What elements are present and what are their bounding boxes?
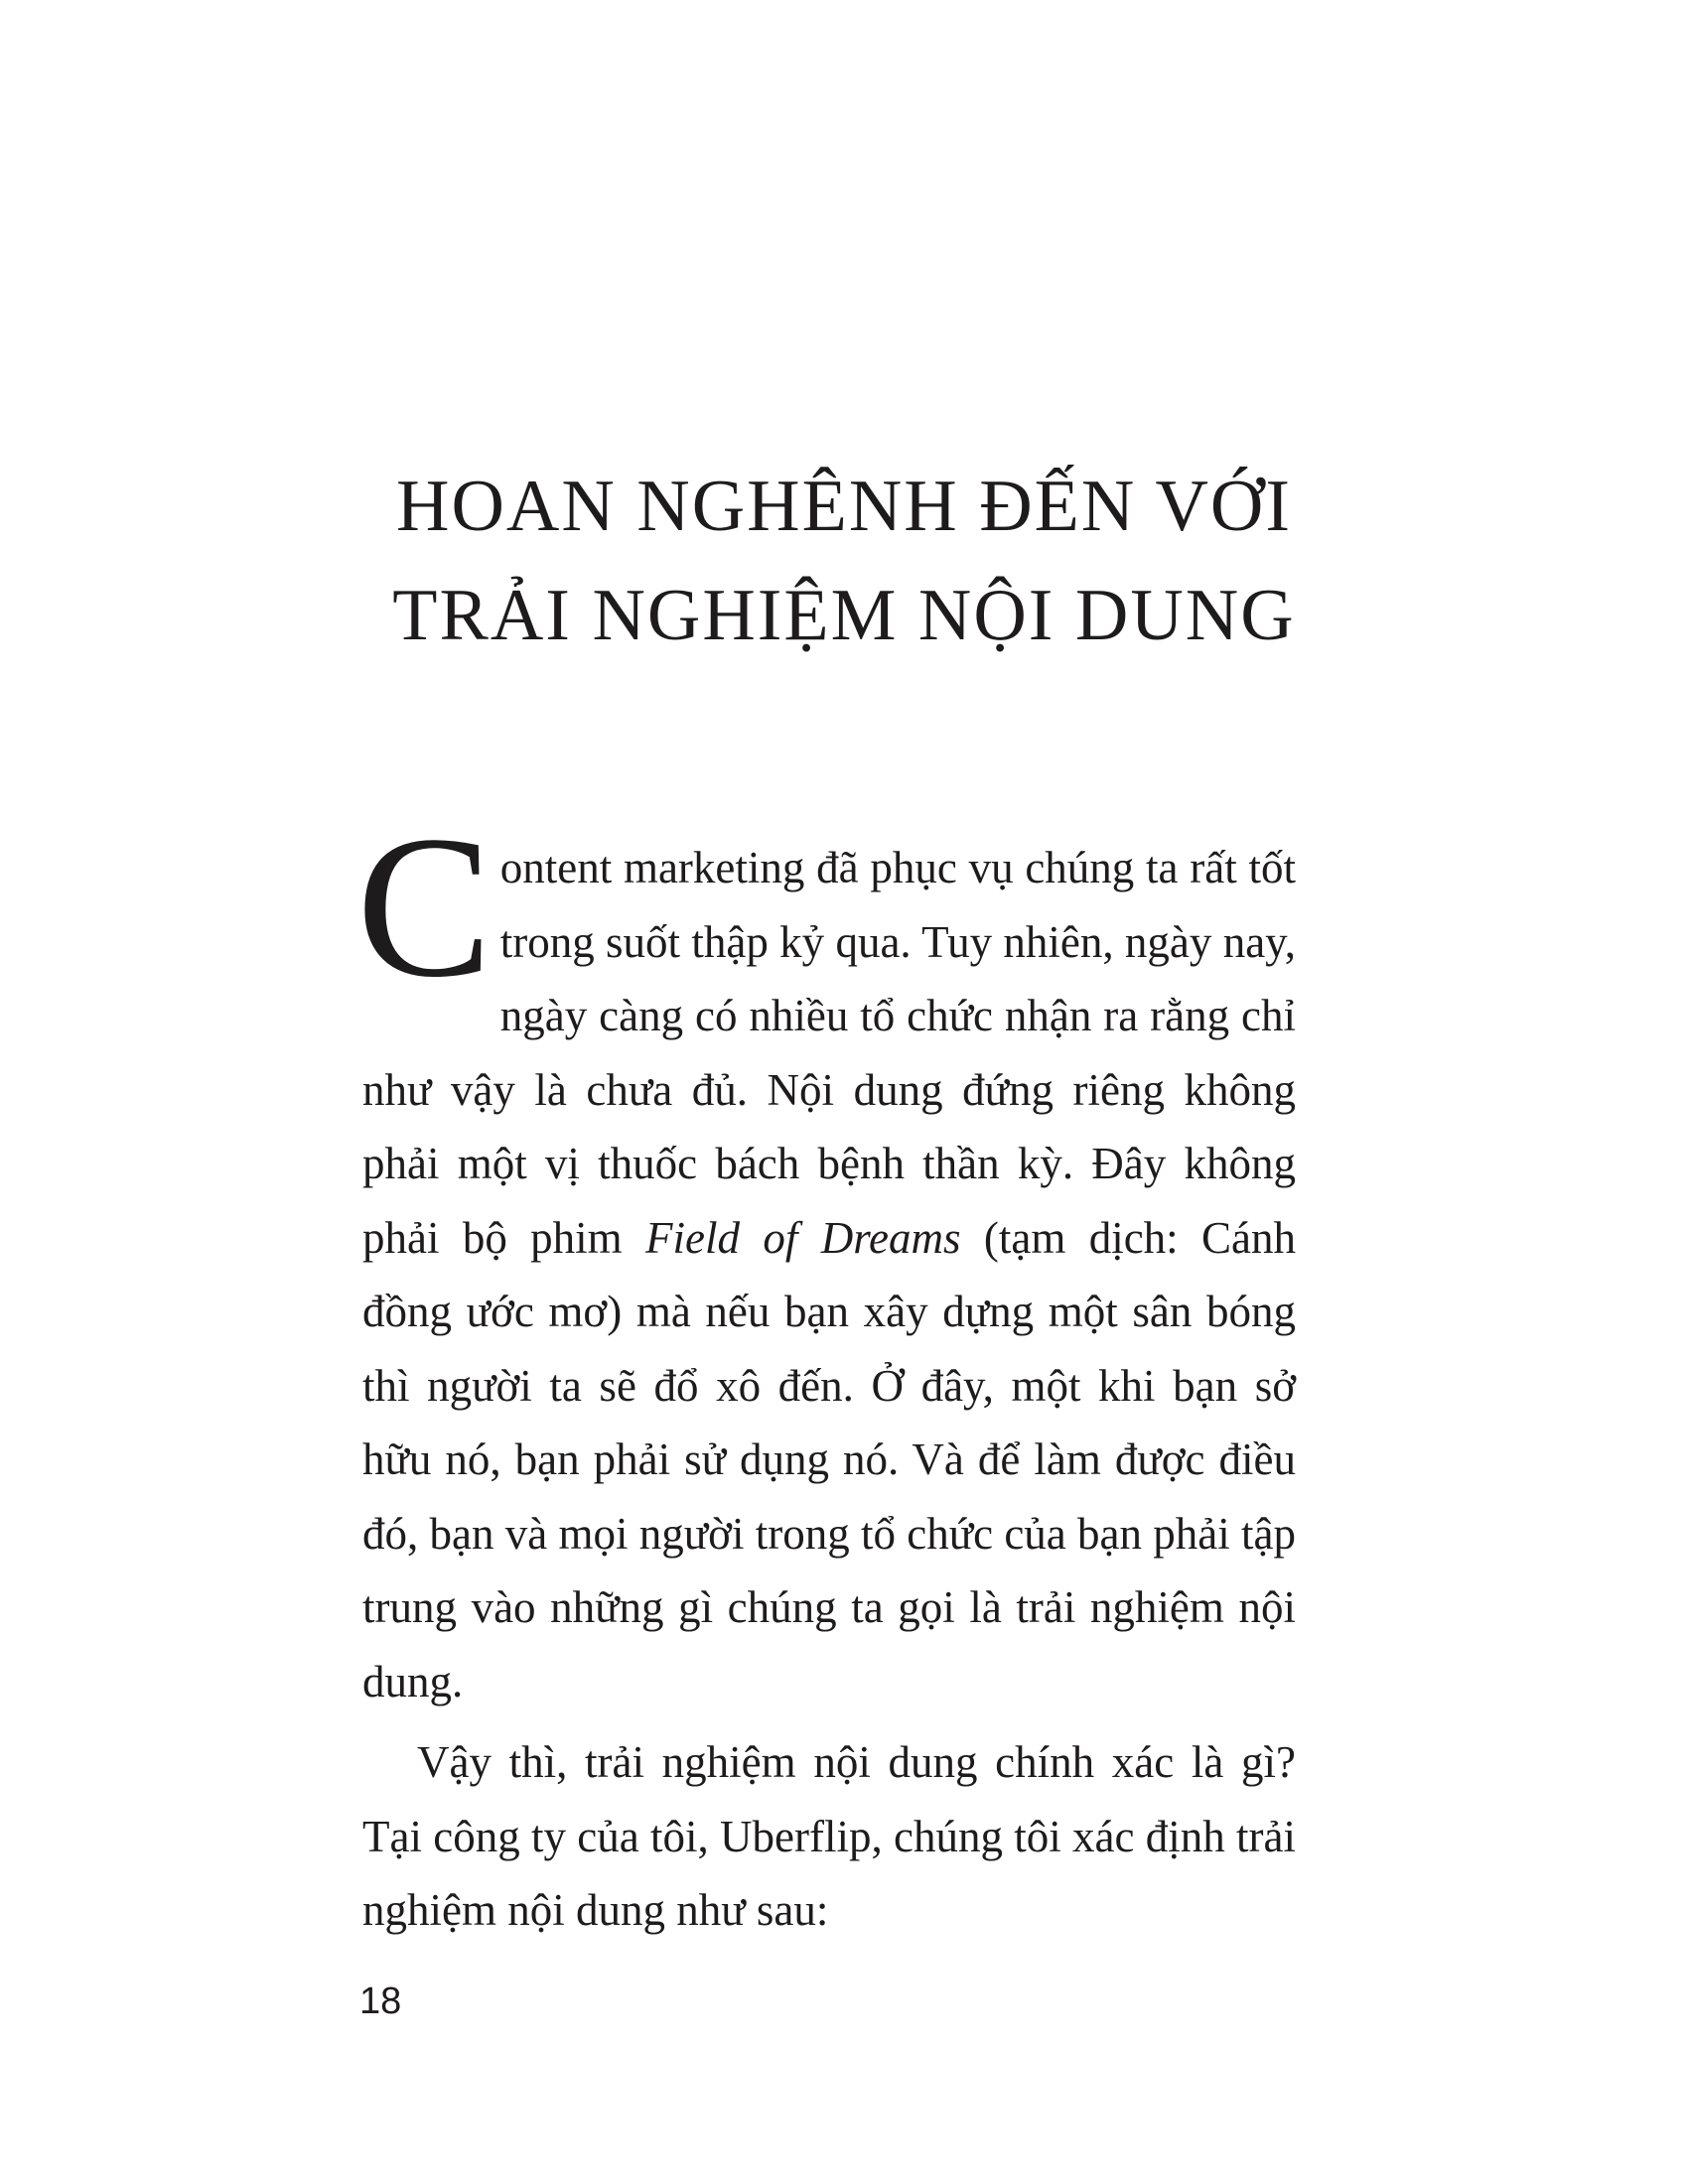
chapter-title — [298, 452, 1390, 670]
chapter-title-line-2: TRẢI NGHIỆM NỘI DUNG — [392, 575, 1296, 656]
page-number: 18 — [359, 1980, 402, 2022]
paragraph-2 — [362, 1725, 1296, 1948]
paragraph-2-text: Vậy thì, trải nghiệm nội dung chính xác là gì? Tại công ty của tôi, Uberflip, chúng tôi xác định trải nghiệm nội dung như sau: — [362, 1737, 1296, 1935]
chapter-title-line-1: HOAN NGHÊNH ĐẾN VỚI — [396, 466, 1292, 547]
paragraph-1 — [356, 794, 1297, 1718]
film-title: Field of Dreams — [645, 1212, 961, 1263]
paragraph-1-text-end: (tạm dịch: Cánh đồng ước mơ) mà nếu bạn xây dựng một sân bóng thì người ta sẽ đổ xô đến. Ở đây, một khi bạn sở hữu nó, bạn phải sử dụng nó. Và để làm được điều đó, bạn và mọi người trong tổ chức của bạn phải tập trung vào những gì chúng ta gọi là trải nghiệm nội dung. — [362, 1212, 1297, 1706]
drop-cap: C — [356, 794, 492, 1020]
paragraph-1-text-start: ontent marketing đã phục vụ chúng ta rất tốt trong suốt thập kỷ qua. Tuy nhiên, ngày nay, ngày càng có nhiều tổ chức nhận ra rằng chỉ như vậy là chưa đủ. Nội dung đứng riêng không phải một vị thuốc bách bệnh thần kỳ. Đây không phải bộ phim — [362, 843, 1296, 1263]
